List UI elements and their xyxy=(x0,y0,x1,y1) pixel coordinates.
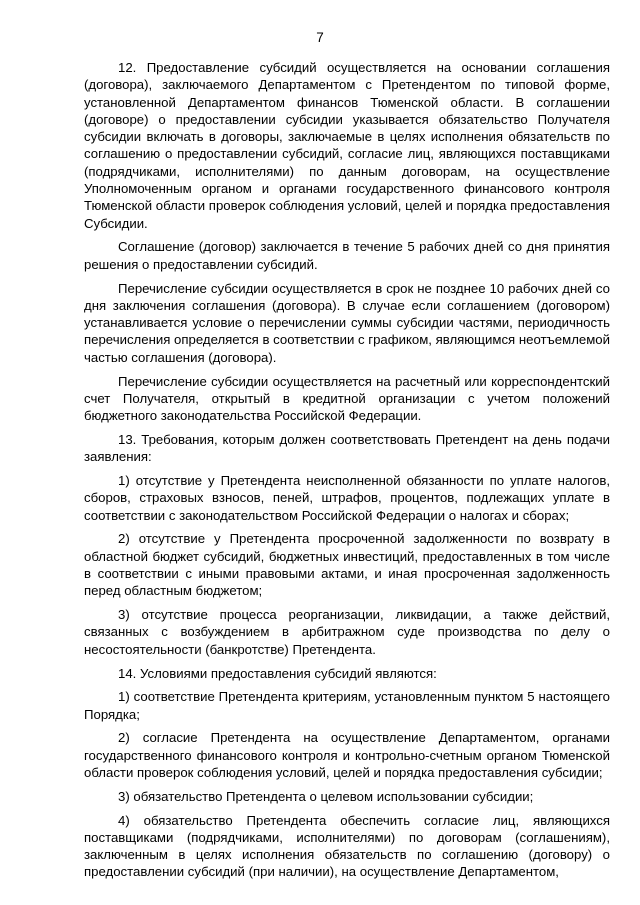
list-item-14-4: 4) обязательство Претендента обеспечить согласие лиц, являющихся поставщиками (подрядчиками, исполнителями) по договорам (соглашениям), заключенным в целях исполнения обязательств по соглашению (договору) о предоставлении субсидий (при наличии), на осуществление Департаментом, xyxy=(84,812,610,880)
list-item-13-3: 3) отсутствие процесса реорганизации, ликвидации, а также действий, связанных с возбуждением в арбитражном суде производства по делу о несостоятельности (банкротстве) Претендента. xyxy=(84,607,610,657)
paragraph-agreement-term: Соглашение (договор) заключается в течение 5 рабочих дней со дня принятия решения о предоставлении субсидий. xyxy=(84,239,610,272)
paragraph-13: 13. Требования, которым должен соответствовать Претендент на день подачи заявления: xyxy=(84,431,610,465)
paragraph-transfer-account: Перечисление субсидии осуществляется на расчетный или корреспондентский счет Получателя, открытый в кредитной организации с учетом положений бюджетного законодательства Российской Федерации. xyxy=(84,373,610,424)
paragraph-transfer-term: Перечисление субсидии осуществляется в срок не позднее 10 рабочих дней со дня заключения соглашения (договора). В случае если соглашением (договором) устанавливается условие о перечислении суммы субсидии частями, периодичность перечисления определяется в соответствии с графиком, являющимся неотъемлемой частью соглашения (договора). xyxy=(84,280,610,365)
list-item-14-3: 3) обязательство Претендента о целевом использовании субсидии; xyxy=(118,788,534,804)
list-item-14-1: 1) соответствие Претендента критериям, установленным пунктом 5 настоящего Порядка; xyxy=(84,689,610,722)
paragraph-12: 12. Предоставление субсидий осуществляется на основании соглашения (договора), заключаемого Департаментом с Претендентом по типовой форме, установленной Департаментом финансов Тюменской области. В соглашении (договоре) о предоставлении субсидии указывается обязательство Получателя субсидии включать в договоры, заключаемые в целях исполнения обязательств по соглашению о предоставлении субсидий, согласие лиц, являющихся поставщиками (подрядчиками, исполнителями) по данным договорам, на осуществление Уполномоченным органом и органами государственного финансового контроля Тюменской области проверок соблюдения условий, целей и порядка предоставления Субсидии. xyxy=(84,60,610,231)
list-item-13-2: 2) отсутствие у Претендента просроченной задолженности по возврату в областной бюджет субсидий, бюджетных инвестиций, предоставленных в том числе в соответствии с иными правовыми актами, и иная просроченная задолженность перед областным бюджетом; xyxy=(84,531,610,599)
list-item-13-1: 1) отсутствие у Претендента неисполненной обязанности по уплате налогов, сборов, страховых взносов, пеней, штрафов, процентов, подлежащих уплате в соответствии с законодательством Российской Федерации о налогах и сборах; xyxy=(84,473,610,523)
document-body xyxy=(84,59,610,887)
page-number: 7 xyxy=(316,30,324,45)
paragraph-14: 14. Условиями предоставления субсидий являются: xyxy=(118,665,437,681)
list-item-14-2: 2) согласие Претендента на осуществление Департаментом, органами государственного финансового контроля и контрольно-счетным органом Тюменской области проверок соблюдения условий, целей и порядка предоставления субсидии; xyxy=(84,730,610,780)
